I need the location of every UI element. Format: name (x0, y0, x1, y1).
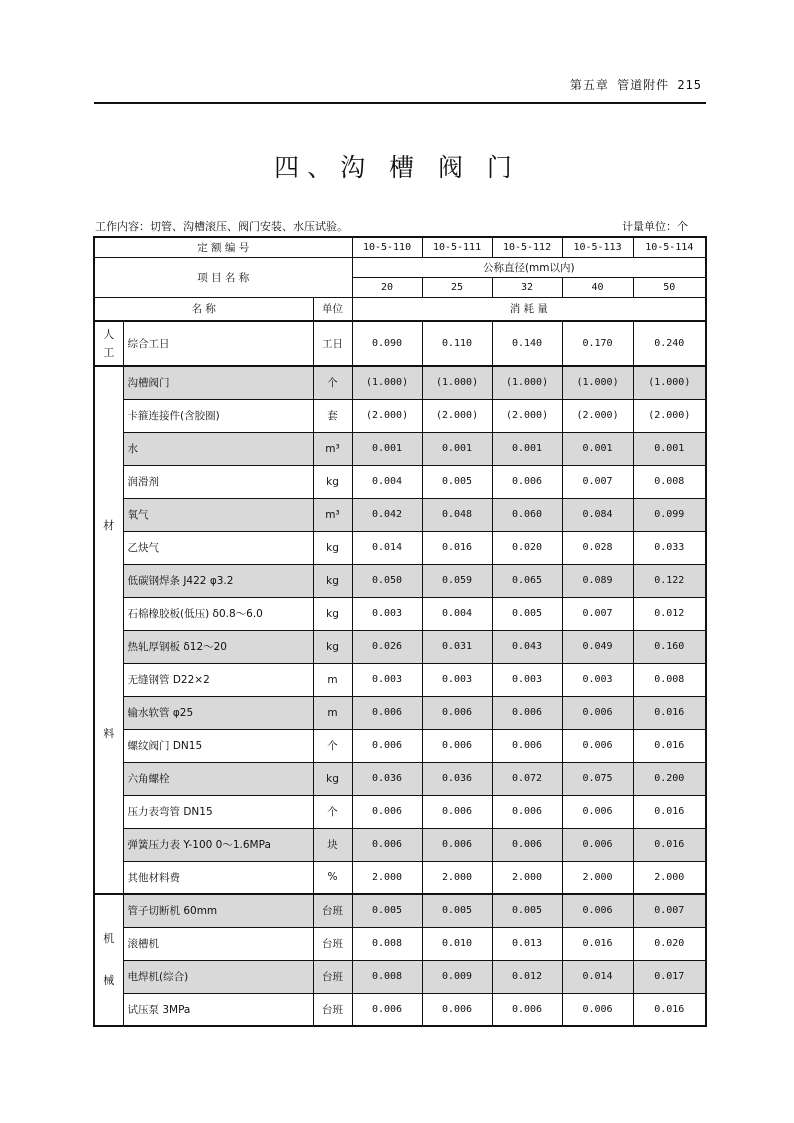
diameter-value: 25 (422, 277, 492, 297)
consumption-value: 0.089 (562, 564, 633, 597)
resource-name: 乙炔气 (123, 531, 313, 564)
item-label: 项 目 名 称 (94, 257, 352, 297)
measure-unit: 计量单位：个 (622, 220, 688, 233)
quota-code: 10-5-112 (492, 237, 562, 257)
resource-unit: m³ (313, 498, 352, 531)
consumption-value: 0.006 (562, 795, 633, 828)
machinery-category-top: 机 (103, 932, 115, 945)
resource-unit: 个 (313, 729, 352, 762)
materials-row (94, 366, 706, 399)
consumption-value: 0.006 (422, 696, 492, 729)
consumption-value: 0.009 (422, 960, 492, 993)
materials-category-bottom: 料 (103, 727, 115, 740)
materials-category (94, 366, 123, 894)
machinery-category-bottom: 械 (103, 974, 115, 987)
consumption-value: 0.006 (492, 828, 562, 861)
consumption-value: 0.006 (562, 894, 633, 927)
materials-row (94, 828, 706, 861)
consumption-value: 0.016 (562, 927, 633, 960)
consumption-value: 0.001 (352, 432, 422, 465)
resource-unit: m³ (313, 432, 352, 465)
resource-name: 螺纹阀门 DN15 (123, 729, 313, 762)
consumption-value: 0.008 (352, 960, 422, 993)
consumption-value: 0.006 (492, 795, 562, 828)
consumption-value: 0.001 (422, 432, 492, 465)
resource-name: 低碳钢焊条 J422 φ3.2 (123, 564, 313, 597)
consumption-value: 0.003 (492, 663, 562, 696)
consumption-value: 0.006 (562, 729, 633, 762)
resource-unit: m (313, 663, 352, 696)
consumption-value: 0.001 (562, 432, 633, 465)
consumption-value: 0.006 (352, 795, 422, 828)
quota-code-row (94, 237, 706, 257)
consumption-value: 0.005 (422, 465, 492, 498)
consumption-value: 0.017 (633, 960, 706, 993)
materials-row (94, 729, 706, 762)
resource-name: 压力表弯管 DN15 (123, 795, 313, 828)
consumption-value: 0.020 (633, 927, 706, 960)
consumption-value: 0.006 (422, 993, 492, 1026)
resource-unit: 台班 (313, 894, 352, 927)
diameter-label: 公称直径(mm以内) (352, 257, 706, 277)
consumption-value: 0.059 (422, 564, 492, 597)
consumption-value: (1.000) (633, 366, 706, 399)
consumption-value: 0.012 (492, 960, 562, 993)
consumption-value: 2.000 (492, 861, 562, 894)
consumption-value: 0.003 (562, 663, 633, 696)
consumption-value: (2.000) (422, 399, 492, 432)
consumption-value: 2.000 (352, 861, 422, 894)
consumption-value: 0.200 (633, 762, 706, 795)
resource-name: 无缝钢管 D22×2 (123, 663, 313, 696)
consumption-value: 2.000 (562, 861, 633, 894)
consumption-value: 0.240 (633, 321, 706, 366)
quota-code: 10-5-114 (633, 237, 706, 257)
consumption-value: 0.006 (352, 828, 422, 861)
materials-row (94, 399, 706, 432)
resource-unit: 个 (313, 795, 352, 828)
consumption-value: 2.000 (422, 861, 492, 894)
quota-label: 定 额 编 号 (94, 237, 352, 257)
consumption-value: 0.007 (562, 465, 633, 498)
consumption-value: 0.016 (633, 729, 706, 762)
consumption-value: 0.006 (562, 696, 633, 729)
consumption-value: 0.004 (352, 465, 422, 498)
resource-unit: kg (313, 564, 352, 597)
resource-name: 其他材料费 (123, 861, 313, 894)
labor-category-char: 工 (103, 345, 115, 359)
consumption-value: (1.000) (422, 366, 492, 399)
resource-name: 输水软管 φ25 (123, 696, 313, 729)
resource-name: 电焊机(综合) (123, 960, 313, 993)
consumption-value: (2.000) (352, 399, 422, 432)
resource-unit: 工日 (313, 321, 352, 366)
resource-unit: kg (313, 597, 352, 630)
resource-name: 石棉橡胶板(低压) δ0.8～6.0 (123, 597, 313, 630)
materials-row (94, 696, 706, 729)
consumption-value: 0.020 (492, 531, 562, 564)
consumption-value: 0.016 (422, 531, 492, 564)
materials-row (94, 630, 706, 663)
resource-unit: % (313, 861, 352, 894)
consumption-value: 0.008 (633, 663, 706, 696)
consumption-value: 0.004 (422, 597, 492, 630)
consumption-value: 0.001 (492, 432, 562, 465)
consumption-value: 0.001 (633, 432, 706, 465)
resource-name: 六角螺栓 (123, 762, 313, 795)
consumption-value: 0.006 (422, 729, 492, 762)
resource-unit: 台班 (313, 993, 352, 1026)
machinery-row (94, 927, 706, 960)
materials-row (94, 795, 706, 828)
consumption-value: 0.065 (492, 564, 562, 597)
running-head: 第五章 管道附件 215 (569, 78, 702, 92)
diameter-value: 20 (352, 277, 422, 297)
consumption-value: 0.043 (492, 630, 562, 663)
consumption-value: 0.028 (562, 531, 633, 564)
consumption-header: 消 耗 量 (352, 297, 706, 321)
consumption-value: 0.016 (633, 696, 706, 729)
resource-unit: 个 (313, 366, 352, 399)
consumption-value: 0.006 (492, 729, 562, 762)
resource-unit: kg (313, 531, 352, 564)
resource-name: 沟槽阀门 (123, 366, 313, 399)
consumption-value: 0.014 (352, 531, 422, 564)
consumption-value: 0.013 (492, 927, 562, 960)
resource-unit: m (313, 696, 352, 729)
consumption-value: (2.000) (492, 399, 562, 432)
materials-row (94, 432, 706, 465)
resource-name: 管子切断机 60mm (123, 894, 313, 927)
resource-name: 试压泵 3MPa (123, 993, 313, 1026)
materials-row (94, 663, 706, 696)
consumption-value: 0.049 (562, 630, 633, 663)
consumption-value: 0.006 (422, 828, 492, 861)
quota-code: 10-5-113 (562, 237, 633, 257)
materials-row (94, 597, 706, 630)
consumption-value: 0.016 (633, 993, 706, 1026)
unit-column-header: 单位 (313, 297, 352, 321)
consumption-value: 0.003 (352, 597, 422, 630)
resource-name: 综合工日 (123, 321, 313, 366)
consumption-value: 0.010 (422, 927, 492, 960)
consumption-value: 0.008 (633, 465, 706, 498)
labor-row (94, 321, 706, 366)
consumption-value: 0.005 (422, 894, 492, 927)
consumption-value: 0.033 (633, 531, 706, 564)
resource-name: 卡箍连接件(含胶圈) (123, 399, 313, 432)
consumption-value: 0.005 (492, 597, 562, 630)
machinery-row (94, 894, 706, 927)
section-title: 四、沟 槽 阀 门 (274, 153, 520, 182)
diameter-value: 32 (492, 277, 562, 297)
consumption-value: 0.003 (422, 663, 492, 696)
diameter-header-row (94, 257, 706, 277)
consumption-value: 0.016 (633, 828, 706, 861)
materials-row (94, 564, 706, 597)
materials-row (94, 861, 706, 894)
machinery-row (94, 993, 706, 1026)
consumption-value: 0.005 (352, 894, 422, 927)
quota-code: 10-5-110 (352, 237, 422, 257)
consumption-value: 0.048 (422, 498, 492, 531)
consumption-value: 0.099 (633, 498, 706, 531)
consumption-value: 0.006 (492, 993, 562, 1026)
consumption-value: 0.008 (352, 927, 422, 960)
consumption-value: (2.000) (562, 399, 633, 432)
page-header (94, 74, 706, 104)
consumption-value: (1.000) (562, 366, 633, 399)
column-header-row (94, 297, 706, 321)
consumption-value: 0.031 (422, 630, 492, 663)
consumption-value: 0.026 (352, 630, 422, 663)
consumption-value: 0.006 (352, 729, 422, 762)
consumption-value: 0.036 (422, 762, 492, 795)
resource-unit: kg (313, 762, 352, 795)
consumption-value: 0.140 (492, 321, 562, 366)
machinery-row (94, 960, 706, 993)
resource-unit: 套 (313, 399, 352, 432)
consumption-value: 0.110 (422, 321, 492, 366)
consumption-value: 0.006 (562, 993, 633, 1026)
consumption-value: 0.006 (492, 465, 562, 498)
labor-category-char: 人 (103, 327, 115, 341)
resource-unit: 台班 (313, 927, 352, 960)
consumption-value: 0.006 (352, 993, 422, 1026)
consumption-value: 0.006 (352, 696, 422, 729)
resource-name: 弹簧压力表 Y-100 0～1.6MPa (123, 828, 313, 861)
work-content: 工作内容：切管、沟槽滚压、阀门安装、水压试验。 (95, 220, 348, 233)
resource-unit: 块 (313, 828, 352, 861)
consumption-value: 0.007 (633, 894, 706, 927)
quota-code: 10-5-111 (422, 237, 492, 257)
machinery-category (94, 894, 123, 1026)
resource-name: 润滑剂 (123, 465, 313, 498)
consumption-value: 0.160 (633, 630, 706, 663)
consumption-value: 0.006 (422, 795, 492, 828)
consumption-value: 0.036 (352, 762, 422, 795)
consumption-value: 0.090 (352, 321, 422, 366)
consumption-value: 0.075 (562, 762, 633, 795)
materials-row (94, 498, 706, 531)
consumption-value: 0.012 (633, 597, 706, 630)
quota-table (93, 236, 707, 1027)
consumption-value: 0.016 (633, 795, 706, 828)
resource-name: 氧气 (123, 498, 313, 531)
consumption-value: 0.006 (492, 696, 562, 729)
resource-name: 热轧厚钢板 δ12～20 (123, 630, 313, 663)
consumption-value: 0.084 (562, 498, 633, 531)
resource-unit: kg (313, 630, 352, 663)
consumption-value: 0.060 (492, 498, 562, 531)
consumption-value: (2.000) (633, 399, 706, 432)
labor-category (94, 321, 123, 366)
resource-name: 水 (123, 432, 313, 465)
consumption-value: 0.050 (352, 564, 422, 597)
materials-row (94, 465, 706, 498)
consumption-value: 0.014 (562, 960, 633, 993)
name-column-header: 名 称 (94, 297, 313, 321)
consumption-value: 0.003 (352, 663, 422, 696)
consumption-value: (1.000) (492, 366, 562, 399)
consumption-value: 0.072 (492, 762, 562, 795)
consumption-value: 0.006 (562, 828, 633, 861)
materials-row (94, 531, 706, 564)
consumption-value: 0.005 (492, 894, 562, 927)
consumption-value: 0.122 (633, 564, 706, 597)
resource-unit: 台班 (313, 960, 352, 993)
consumption-value: 0.170 (562, 321, 633, 366)
resource-unit: kg (313, 465, 352, 498)
diameter-value: 40 (562, 277, 633, 297)
materials-row (94, 762, 706, 795)
consumption-value: 2.000 (633, 861, 706, 894)
resource-name: 滚槽机 (123, 927, 313, 960)
consumption-value: 0.007 (562, 597, 633, 630)
consumption-value: (1.000) (352, 366, 422, 399)
consumption-value: 0.042 (352, 498, 422, 531)
diameter-value: 50 (633, 277, 706, 297)
materials-category-top: 材 (103, 519, 115, 532)
